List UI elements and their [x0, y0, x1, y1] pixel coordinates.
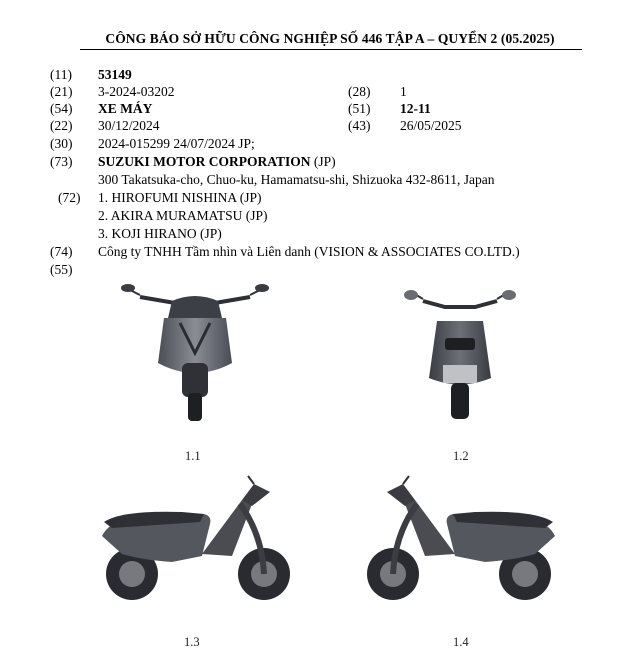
- inventor-1: 1. HIROFUMI NISHINA (JP): [98, 190, 262, 205]
- caption-1-1: 1.1: [185, 449, 201, 463]
- publication-date: 26/05/2025: [400, 118, 462, 133]
- figure-front-view: [120, 283, 270, 423]
- code-54: (54): [50, 101, 73, 116]
- code-43: (43): [348, 118, 371, 133]
- code-22: (22): [50, 118, 73, 133]
- locarno-class: 12-11: [400, 101, 431, 116]
- header-underline: [80, 49, 582, 50]
- design-count: 1: [400, 84, 407, 99]
- owner-name: SUZUKI MOTOR CORPORATION: [98, 154, 311, 169]
- code-28: (28): [348, 84, 371, 99]
- owner-address: 300 Takatsuka-cho, Chuo-ku, Hamamatsu-shi, Shizuoka 432-8611, Japan: [98, 172, 495, 187]
- code-11: (11): [50, 67, 72, 82]
- figure-left-side-view: [92, 474, 297, 609]
- figure-rear-view: [385, 283, 535, 423]
- priority-data: 2024-015299 24/07/2024 JP;: [98, 136, 255, 151]
- inventor-3: 3. KOJI HIRANO (JP): [98, 226, 222, 241]
- inventor-2: 2. AKIRA MURAMATSU (JP): [98, 208, 268, 223]
- registration-number: 53149: [98, 67, 132, 82]
- caption-1-4: 1.4: [453, 635, 469, 649]
- code-21: (21): [50, 84, 73, 99]
- code-51: (51): [348, 101, 371, 116]
- gazette-header: CÔNG BÁO SỞ HỮU CÔNG NGHIỆP SỐ 446 TẬP A – QUYỂN 2 (05.2025): [105, 31, 555, 46]
- application-number: 3-2024-03202: [98, 84, 175, 99]
- design-title: XE MÁY: [98, 101, 153, 116]
- caption-1-3: 1.3: [184, 635, 200, 649]
- code-55: (55): [50, 262, 73, 277]
- owner: [98, 154, 336, 170]
- agent: Công ty TNHH Tầm nhìn và Liên danh (VISION & ASSOCIATES CO.LTD.): [98, 244, 520, 259]
- figure-right-side-view: [360, 474, 565, 609]
- owner-country: (JP): [310, 154, 336, 169]
- caption-1-2: 1.2: [453, 449, 469, 463]
- code-72: (72): [58, 190, 81, 205]
- code-74: (74): [50, 244, 73, 259]
- code-73: (73): [50, 154, 73, 169]
- code-30: (30): [50, 136, 73, 151]
- filing-date: 30/12/2024: [98, 118, 160, 133]
